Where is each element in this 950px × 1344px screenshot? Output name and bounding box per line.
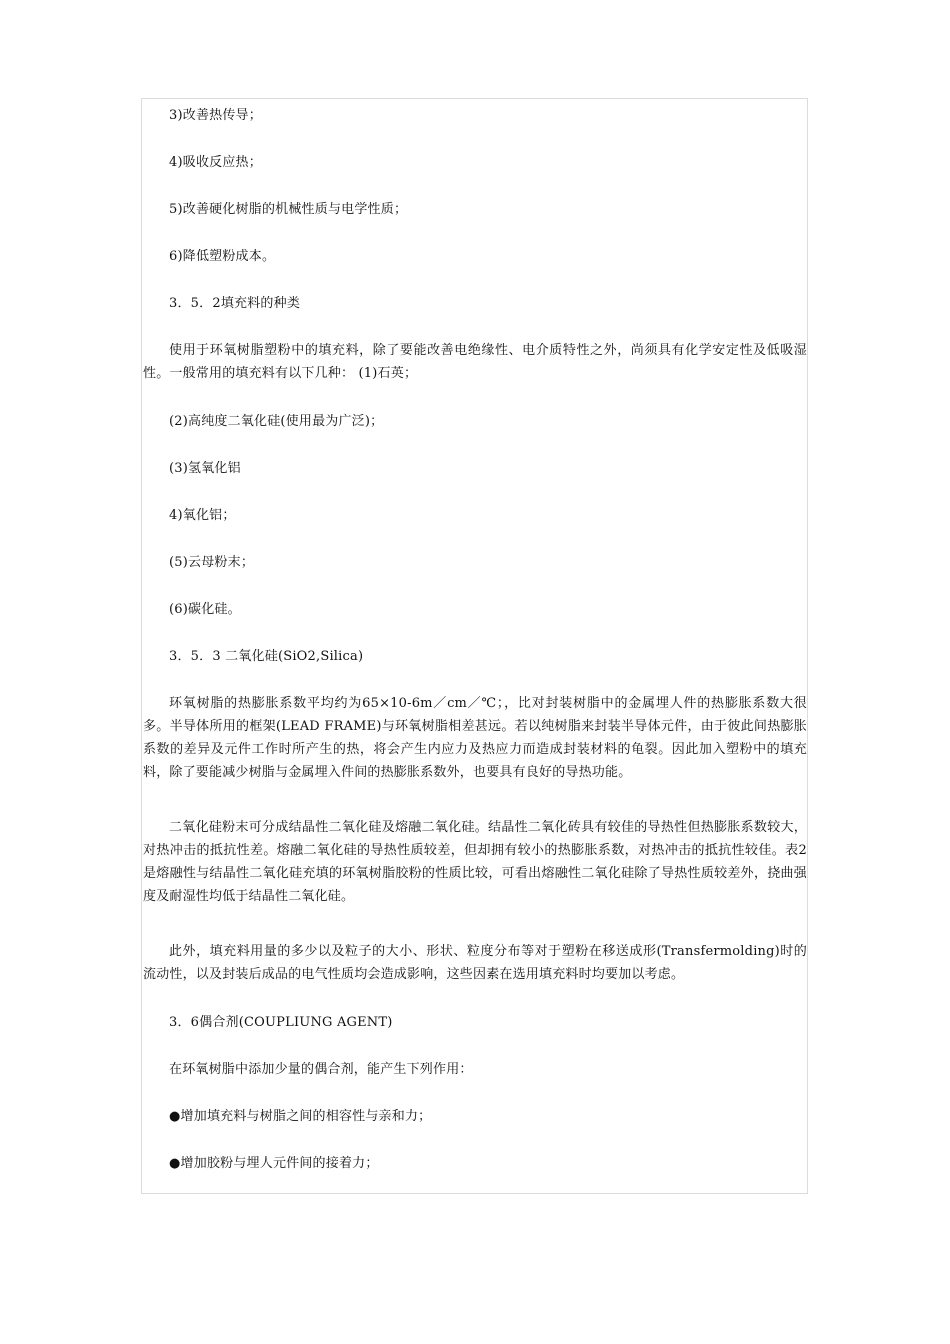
filler-item-5: (5)云母粉末；	[169, 555, 255, 570]
coupling-bullet-1: ●增加填充料与树脂之间的相容性与亲和力；	[169, 1109, 432, 1124]
silica-types-paragraph: 二氧化硅粉末可分成结晶性二氧化硅及熔融二氧化硅。结晶性二氧化砖具有较佳的导热性但热膨胀系数较大，对热冲击的抵抗性差。熔融二氧化硅的导热性质较差，但却拥有较小的热膨胀系数，对热冲击的抵抗性较佳。表2是熔融性与结晶性二氧化硅充填的环氧树脂胶粉的性质比较，可看出熔融性二氧化硅除了导热性质较差外，挠曲强度及耐湿性均低于结晶性二氧化硅。	[143, 820, 807, 904]
filler-intro-paragraph: 使用于环氧树脂塑粉中的填充料，除了要能改善电绝缘性、电介质特性之外，尚须具有化学安定性及低吸湿性。一般常用的填充料有以下几种： (1)石英；	[143, 343, 807, 381]
thermal-expansion-paragraph: 环氧树脂的热膨胀系数平均约为65×10-6m／cm／℃；，比对封装树脂中的金属埋人件的热膨胀系数大很多。半导体所用的框架(LEAD FRAME)与环氧树脂相差甚远。若以纯树脂来封装半导体元件，由于彼此间热膨胀系数的差异及元件工作时所产生的热，将会产生内应力及热应力而造成封装材料的龟裂。因此加入塑粉中的填充料，除了要能减少树脂与金属埋入件间的热膨胀系数外，也要具有良好的导热功能。	[143, 696, 807, 780]
list-item-5: 5)改善硬化树脂的机械性质与电学性质；	[169, 202, 408, 217]
section-heading-36: 3．6偶合剂(COUPLIUNG AGENT)	[169, 1015, 393, 1030]
section-heading-352: 3．5．2填充料的种类	[169, 296, 301, 311]
filler-item-2: (2)高纯度二氧化硅(使用最为广泛)；	[169, 414, 384, 429]
filler-item-4: 4)氧化铝；	[169, 508, 236, 523]
filler-usage-paragraph: 此外，填充料用量的多少以及粒子的大小、形状、粒度分布等对于塑粉在移送成形(Transfermolding)时的流动性，以及封装后成品的电气性质均会造成影响，这些因素在选用填充料时均要加以考虑。	[143, 944, 807, 982]
section-heading-353: 3．5．3 二氧化硅(SiO2,Silica)	[169, 649, 364, 664]
coupling-bullet-2: ●增加胶粉与埋人元件间的接着力；	[169, 1156, 379, 1171]
filler-item-3: (3)氢氧化铝	[169, 461, 241, 476]
list-item-3: 3)改善热传导；	[169, 108, 262, 123]
list-item-4: 4)吸收反应热；	[169, 155, 262, 170]
filler-item-6: (6)碳化硅。	[169, 602, 241, 617]
list-item-6: 6)降低塑粉成本。	[169, 249, 276, 264]
coupling-intro: 在环氧树脂中添加少量的偶合剂，能产生下列作用：	[169, 1062, 473, 1077]
